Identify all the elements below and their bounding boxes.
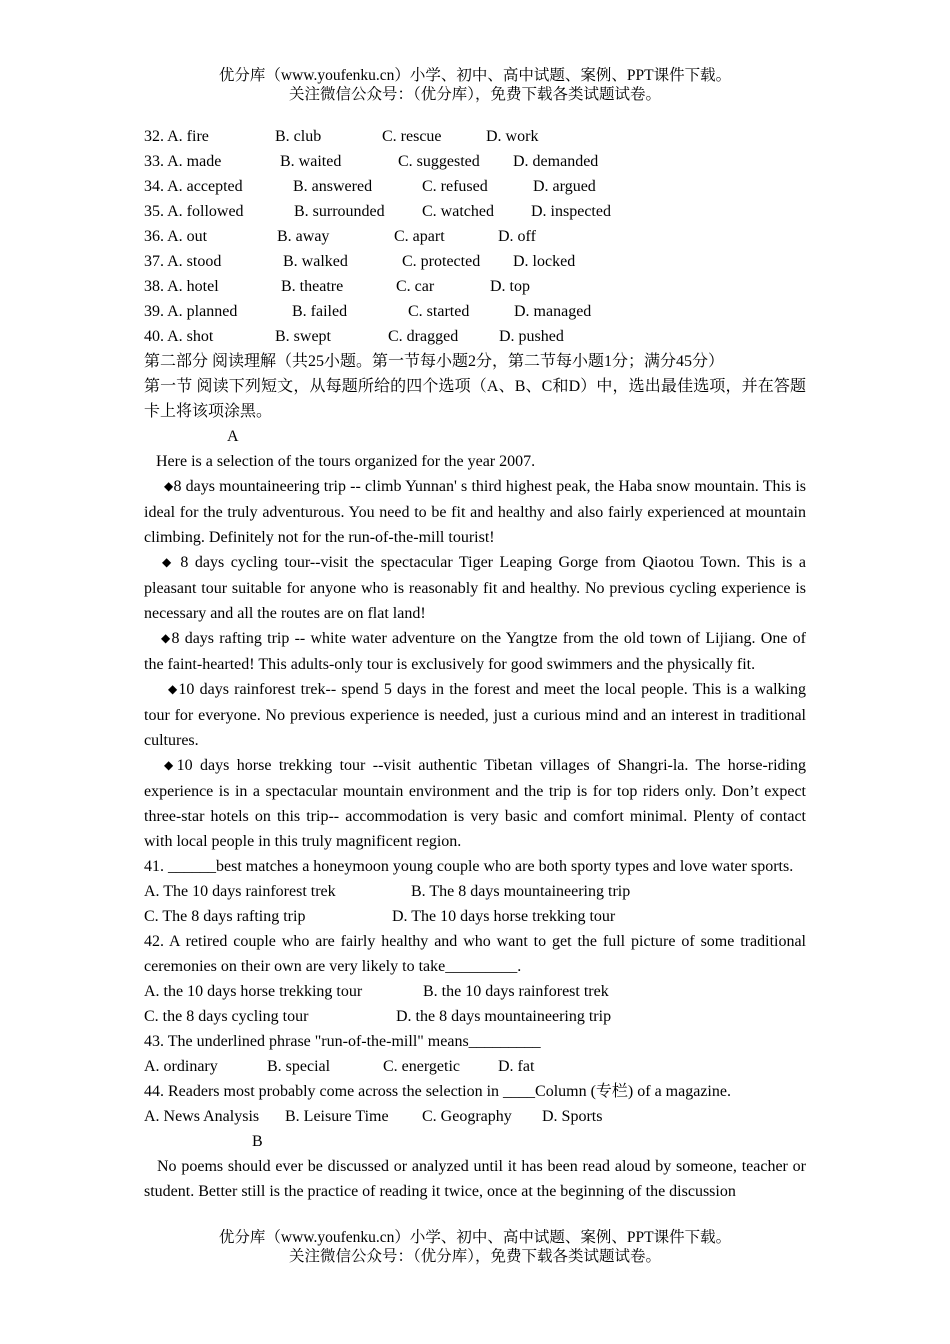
option-c: C. refused — [422, 178, 488, 195]
answer-b: B. the 10 days rainforest trek — [423, 983, 609, 1000]
option-d: D. locked — [513, 253, 576, 270]
option-d: D. argued — [533, 178, 596, 195]
option-a: 34. A. accepted — [144, 178, 243, 195]
option-b: B. theatre — [281, 278, 344, 295]
option-c: C. started — [408, 303, 470, 320]
option-a: 37. A. stood — [144, 253, 222, 270]
option-a: 40. A. shot — [144, 328, 214, 345]
cloze-option-row — [144, 199, 806, 224]
tour-item — [144, 753, 806, 854]
option-d: D. demanded — [513, 153, 599, 170]
answer-c: C. the 8 days cycling tour — [144, 1008, 309, 1025]
option-d: D. managed — [514, 303, 592, 320]
option-c: C. dragged — [388, 328, 459, 345]
answer-a: A. ordinary — [144, 1058, 218, 1075]
answer-d: D. the 8 days mountaineering trip — [396, 1008, 612, 1025]
option-c: C. apart — [394, 228, 445, 245]
option-d: D. inspected — [531, 203, 611, 220]
page-header — [0, 66, 950, 104]
tour-text: 8 days cycling tour--visit the spectacular Tiger Leaping Gorge from Qiaotou Town. This is a pleasant tour suitable for anyone who is reasonably fit and healthy. No previous cycling experience is necessary and all the routes are on flat land! — [144, 554, 806, 622]
option-b: B. club — [275, 128, 322, 145]
option-d: D. top — [490, 278, 530, 295]
option-c: C. protected — [402, 253, 481, 270]
tour-text: 8 days mountaineering trip -- climb Yunnan' s third highest peak, the Haba snow mountain. This is ideal for the truly adventurous. You need to be fit and healthy and also fairly experienced at mountain climbing. Definitely not for the run-of-the-mill tourist! — [144, 478, 807, 546]
section-instruction: 第一节 阅读下列短文，从每题所给的四个选项（A、B、C和D）中，选出最佳选项，并在答题卡上将该项涂黑。 — [144, 378, 806, 420]
passage-a-label: A — [227, 428, 239, 445]
question-stem: 44. Readers most probably come across the selection in ____Column (专栏) of a magazine. — [144, 1083, 731, 1100]
tour-item — [144, 677, 806, 753]
question-stem: 42. A retired couple who are fairly healthy and who want to get the full picture of some traditional ceremonies on their own are very likely to take_________. — [144, 933, 806, 975]
option-c: C. suggested — [398, 153, 480, 170]
option-b: B. swept — [275, 328, 331, 345]
tour-text: 10 days rainforest trek-- spend 5 days in the forest and meet the local people. This is a walking tour for everyone. No previous experience is needed, just a curious mind and an interest in traditional cultures. — [144, 681, 806, 749]
option-d: D. pushed — [499, 328, 564, 345]
answer-d: D. Sports — [542, 1108, 603, 1125]
option-a: 38. A. hotel — [144, 278, 219, 295]
option-d: D. off — [498, 228, 536, 245]
option-a: 33. A. made — [144, 153, 222, 170]
diamond-bullet-icon: ◆ — [168, 682, 179, 696]
cloze-option-row — [144, 224, 806, 249]
tour-item — [144, 474, 806, 550]
option-c: C. watched — [422, 203, 494, 220]
header-line-1: 优分库（www.youfenku.cn）小学、初中、高中试题、案例、PPT课件下载。 — [218, 67, 732, 84]
cloze-option-row — [144, 249, 806, 274]
option-a: 32. A. fire — [144, 128, 209, 145]
passage-b-label: B — [252, 1133, 263, 1150]
answer-row — [144, 1104, 806, 1129]
answer-a: A. the 10 days horse trekking tour — [144, 983, 363, 1000]
answer-a: A. The 10 days rainforest trek — [144, 883, 336, 900]
cloze-option-row — [144, 149, 806, 174]
option-d: D. work — [486, 128, 539, 145]
tour-text: 10 days horse trekking tour --visit authentic Tibetan villages of Shangri-la. The horse-riding experience is in a spectacular mountain environment and the trip is for top riders only. Don’t expect three-star hotels on this trip-- accommodation is very basic and comfort minimal. Plenty of contact with local people in this truly magnificent region. — [144, 757, 806, 850]
option-b: B. walked — [283, 253, 348, 270]
footer-line-1: 优分库（www.youfenku.cn）小学、初中、高中试题、案例、PPT课件下载。 — [218, 1229, 732, 1246]
answer-d: D. fat — [498, 1058, 535, 1075]
answer-c: C. Geography — [422, 1108, 512, 1125]
option-b: B. waited — [280, 153, 342, 170]
footer-line-2: 关注微信公众号：（优分库），免费下载各类试题试卷。 — [288, 1248, 661, 1265]
question-stem: 43. The underlined phrase "run-of-the-mill" means_________ — [144, 1033, 541, 1050]
diamond-bullet-icon: ◆ — [164, 479, 174, 493]
tour-item — [144, 626, 806, 677]
cloze-option-row — [144, 174, 806, 199]
answer-b: B. special — [267, 1058, 331, 1075]
answer-row — [144, 904, 806, 929]
answer-b: B. Leisure Time — [285, 1108, 389, 1125]
question-stem: 41. ______best matches a honeymoon young couple who are both sporty types and love water sports. — [144, 858, 794, 875]
cloze-option-row — [144, 299, 806, 324]
option-a: 35. A. followed — [144, 203, 244, 220]
cloze-option-row — [144, 274, 806, 299]
page-footer — [0, 1228, 950, 1266]
document-body — [144, 124, 806, 1204]
diamond-bullet-icon: ◆ — [162, 555, 174, 569]
answer-c: C. energetic — [383, 1058, 461, 1075]
option-a: 36. A. out — [144, 228, 208, 245]
tour-text: 8 days rafting trip -- white water adventure on the Yangtze from the old town of Lijiang. One of the faint-hearted! This adults-only tour is exclusively for good swimmers and the physically fit. — [144, 630, 806, 673]
option-b: B. answered — [293, 178, 373, 195]
answer-row — [144, 879, 806, 904]
answer-d: D. The 10 days horse trekking tour — [392, 908, 616, 925]
answer-row — [144, 1004, 806, 1029]
passage-b-text: No poems should ever be discussed or analyzed until it has been read aloud by someone, teacher or student. Better still is the practice of reading it twice, once at the beginning of the discussion — [144, 1158, 806, 1200]
cloze-option-row — [144, 324, 806, 349]
answer-b: B. The 8 days mountaineering trip — [411, 883, 631, 900]
diamond-bullet-icon: ◆ — [164, 758, 177, 772]
cloze-option-row — [144, 124, 806, 149]
header-line-2: 关注微信公众号：（优分库），免费下载各类试题试卷。 — [288, 86, 661, 103]
answer-c: C. The 8 days rafting trip — [144, 908, 306, 925]
diamond-bullet-icon: ◆ — [161, 631, 172, 645]
section-heading: 第二部分 阅读理解（共25小题。第一节每小题2分，第二节每小题1分；满分45分） — [144, 353, 725, 370]
option-b: B. away — [277, 228, 330, 245]
tour-item — [144, 550, 806, 626]
option-b: B. failed — [292, 303, 348, 320]
option-c: C. car — [396, 278, 435, 295]
option-b: B. surrounded — [294, 203, 385, 220]
option-a: 39. A. planned — [144, 303, 238, 320]
passage-a-intro: Here is a selection of the tours organized for the year 2007. — [156, 453, 536, 470]
answer-row — [144, 979, 806, 1004]
answer-row — [144, 1054, 806, 1079]
option-c: C. rescue — [382, 128, 442, 145]
answer-a: A. News Analysis — [144, 1108, 260, 1125]
